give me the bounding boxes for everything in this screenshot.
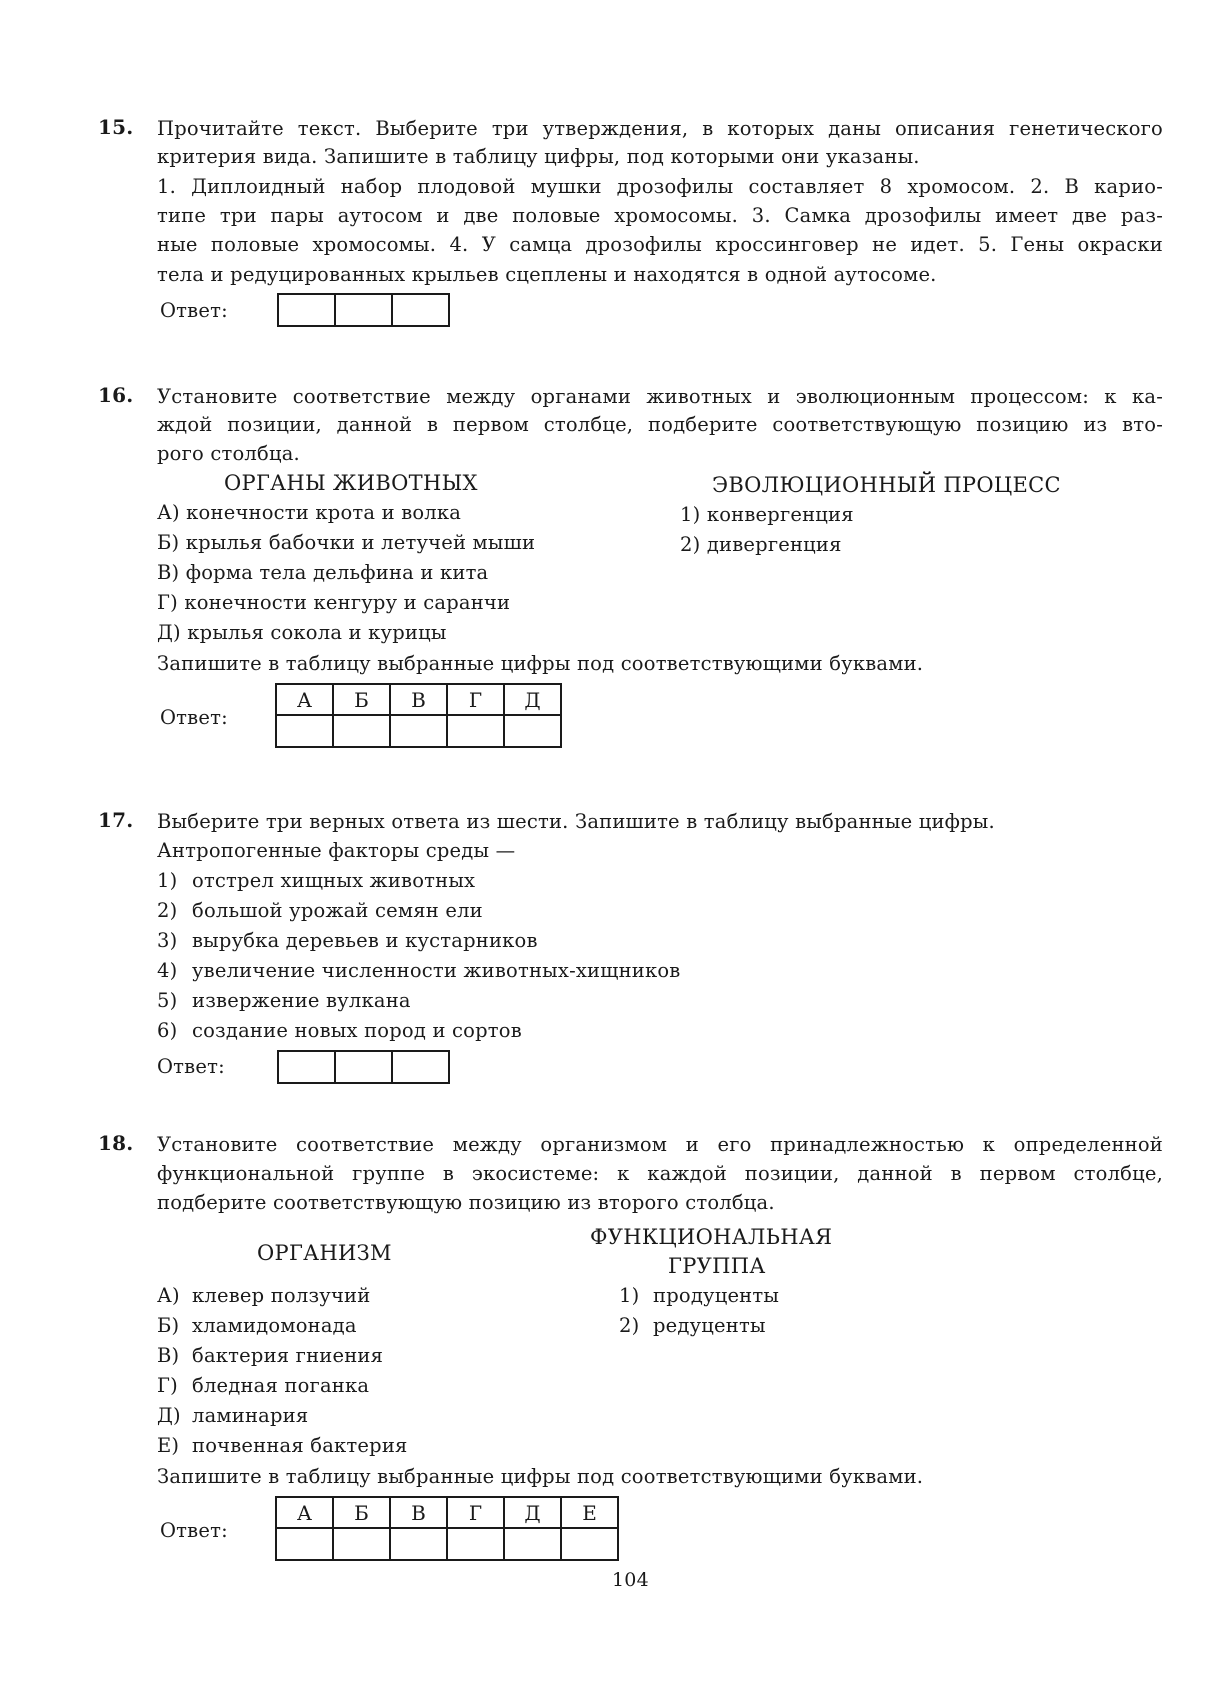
task-text-line: тела и редуцированных крыльев сцеплены и находятся в одной аутосоме. [157, 263, 937, 286]
task-prompt-line: рого столбца. [157, 442, 300, 465]
option-text: создание новых пород и сортов [192, 1019, 522, 1042]
answer-cell[interactable] [390, 715, 447, 747]
answer-table [277, 293, 450, 327]
task-number: 18. [98, 1131, 134, 1155]
right-column-header: ЭВОЛЮЦИОННЫЙ ПРОЦЕСС [712, 473, 1061, 497]
task-number: 17. [98, 808, 134, 832]
answer-table [275, 683, 562, 748]
left-item-text: клевер ползучий [192, 1284, 371, 1307]
table-header-cell: Г [447, 684, 504, 715]
left-item-text: бледная поганка [192, 1374, 370, 1397]
right-item-number: 1) [619, 1284, 640, 1307]
table-header-cell: Д [504, 1497, 561, 1528]
task-prompt-line: функциональной группе в экосистеме: к каждой позиции, данной в первом столбце, [157, 1162, 1163, 1185]
left-item-letter: Б) [157, 1314, 180, 1337]
task-number: 15. [98, 115, 134, 139]
option-text: увеличение численности животных-хищников [192, 959, 681, 982]
option-text: извержение вулкана [192, 989, 411, 1012]
option-number: 2) [157, 899, 178, 922]
left-item-text: почвенная бактерия [192, 1434, 408, 1457]
right-item: 1) конвергенция [680, 503, 854, 526]
left-item: А) конечности крота и волка [157, 501, 462, 524]
task-text-line: 1. Диплоидный набор плодовой мушки дрозофилы составляет 8 хромосом. 2. В карио- [157, 175, 1163, 198]
left-item-text: хламидомонада [192, 1314, 357, 1337]
answer-cell[interactable] [333, 1528, 390, 1560]
right-item-text: редуценты [653, 1314, 766, 1337]
task-prompt-line: Установите соответствие между организмом и его принадлежностью к определенной [157, 1133, 1163, 1156]
answer-cell[interactable] [504, 715, 561, 747]
answer-cell[interactable] [278, 1051, 335, 1083]
left-item-letter: Е) [157, 1434, 180, 1457]
answer-table [275, 1496, 619, 1561]
table-header-cell: Е [561, 1497, 618, 1528]
left-item: В) форма тела дельфина и кита [157, 561, 489, 584]
answer-cell[interactable] [333, 715, 390, 747]
task-prompt-line: критерия вида. Запишите в таблицу цифры, под которыми они указаны. [157, 145, 920, 168]
table-header-cell: В [390, 684, 447, 715]
right-column-header-line1: ФУНКЦИОНАЛЬНАЯ [590, 1225, 833, 1249]
answer-table [277, 1050, 450, 1084]
right-item-text: продуценты [653, 1284, 780, 1307]
task-prompt-line: подберите соответствующую позицию из второго столбца. [157, 1191, 775, 1214]
task-prompt-line: ждой позиции, данной в первом столбце, подберите соответствующую позицию из вто- [157, 413, 1163, 436]
task-prompt-line: Прочитайте текст. Выберите три утверждения, в которых даны описания генетического [157, 117, 1163, 140]
answer-cell[interactable] [278, 294, 335, 326]
answer-cell[interactable] [390, 1528, 447, 1560]
answer-cell[interactable] [392, 294, 449, 326]
answer-cell[interactable] [504, 1528, 561, 1560]
page-number: 104 [612, 1569, 649, 1591]
option-text: большой урожай семян ели [192, 899, 483, 922]
task-text-line: типе три пары аутосом и две половые хромосомы. 3. Самка дрозофилы имеет две раз- [157, 204, 1163, 227]
right-column-header-line2: ГРУППА [668, 1254, 766, 1278]
answer-label: Ответ: [160, 1519, 228, 1542]
task-prompt-line: Установите соответствие между органами животных и эволюционным процессом: к ка- [157, 385, 1163, 408]
left-item: Б) крылья бабочки и летучей мыши [157, 531, 536, 554]
answer-cell[interactable] [561, 1528, 618, 1560]
instruction: Запишите в таблицу выбранные цифры под соответствующими буквами. [157, 1465, 924, 1488]
instruction: Запишите в таблицу выбранные цифры под соответствующими буквами. [157, 652, 924, 675]
option-text: вырубка деревьев и кустарников [192, 929, 538, 952]
left-column-header: ОРГАНИЗМ [257, 1241, 392, 1265]
table-header-cell: Г [447, 1497, 504, 1528]
left-item: Д) крылья сокола и курицы [157, 621, 447, 644]
right-item: 2) дивергенция [680, 533, 842, 556]
left-item: Г) конечности кенгуру и саранчи [157, 591, 511, 614]
answer-cell[interactable] [276, 715, 333, 747]
left-column-header: ОРГАНЫ ЖИВОТНЫХ [224, 471, 478, 495]
task-prompt: Выберите три верных ответа из шести. Запишите в таблицу выбранные цифры. [157, 810, 995, 833]
table-header-cell: В [390, 1497, 447, 1528]
option-number: 1) [157, 869, 178, 892]
table-header-cell: Б [333, 1497, 390, 1528]
left-item-letter: В) [157, 1344, 180, 1367]
right-item-number: 2) [619, 1314, 640, 1337]
answer-cell[interactable] [447, 1528, 504, 1560]
table-header-cell: Д [504, 684, 561, 715]
task-stem: Антропогенные факторы среды — [157, 839, 516, 862]
left-item-text: бактерия гниения [192, 1344, 384, 1367]
answer-label: Ответ: [157, 1055, 225, 1078]
answer-cell[interactable] [335, 1051, 392, 1083]
task-number: 16. [98, 383, 134, 407]
option-number: 3) [157, 929, 178, 952]
answer-cell[interactable] [392, 1051, 449, 1083]
task-text-line: ные половые хромосомы. 4. У самца дрозофилы кроссинговер не идет. 5. Гены окраски [157, 233, 1163, 256]
option-text: отстрел хищных животных [192, 869, 476, 892]
table-header-cell: А [276, 684, 333, 715]
left-item-letter: Д) [157, 1404, 181, 1427]
left-item-text: ламинария [192, 1404, 309, 1427]
answer-cell[interactable] [447, 715, 504, 747]
left-item-letter: А) [157, 1284, 180, 1307]
answer-label: Ответ: [160, 299, 228, 322]
option-number: 4) [157, 959, 178, 982]
left-item-letter: Г) [157, 1374, 178, 1397]
table-header-cell: Б [333, 684, 390, 715]
answer-cell[interactable] [276, 1528, 333, 1560]
option-number: 5) [157, 989, 178, 1012]
option-number: 6) [157, 1019, 178, 1042]
answer-cell[interactable] [335, 294, 392, 326]
table-header-cell: А [276, 1497, 333, 1528]
answer-label: Ответ: [160, 706, 228, 729]
